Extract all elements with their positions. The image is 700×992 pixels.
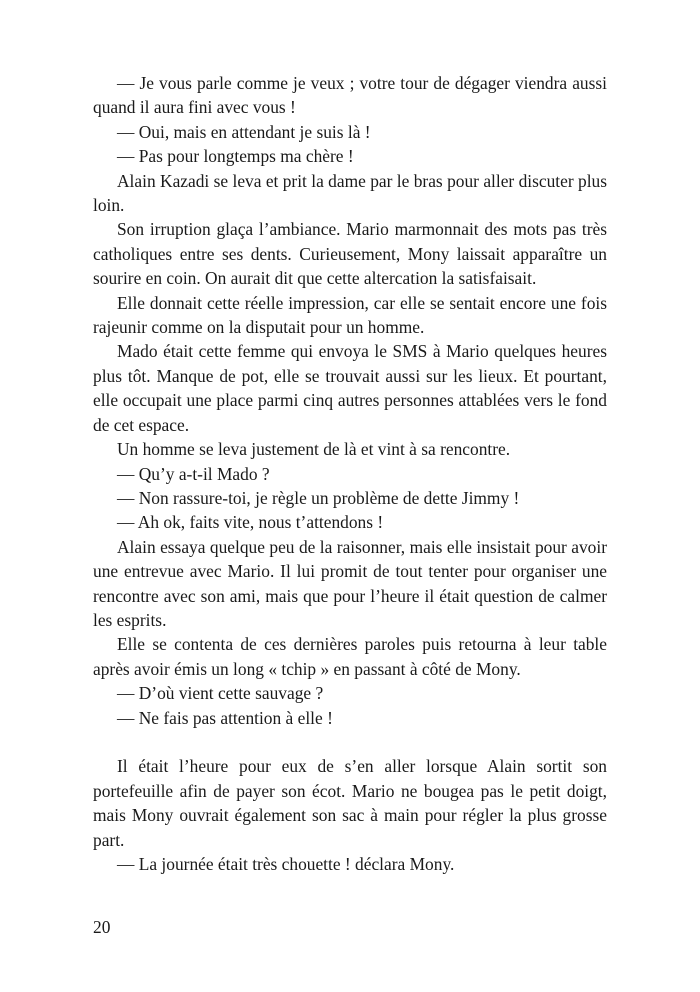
paragraph: — La journée était très chouette ! déclara Mony. (117, 853, 455, 874)
paragraph: — Non rassure-toi, je règle un problème de dette Jimmy ! (117, 487, 520, 508)
paragraph: — Ah ok, faits vite, nous t’attendons ! (117, 512, 384, 533)
paragraph: — Oui, mais en attendant je suis là ! (117, 121, 371, 142)
page-number: 20 (93, 917, 111, 937)
paragraph: — D’où vient cette sauvage ? (117, 683, 324, 704)
paragraph: Alain Kazadi se leva et prit la dame par le bras pour aller discuter plus loin. (93, 170, 607, 216)
body-text (93, 71, 607, 876)
paragraph: — Je vous parle comme je veux ; votre tour de dégager viendra aussi quand il aura fini avec vous ! (93, 73, 607, 118)
paragraph: Elle se contenta de ces dernières paroles puis retourna à leur table après avoir émis un long « tchip » en passant à côté de Mony. (93, 634, 607, 679)
paragraph: Alain essaya quelque peu de la raisonner, mais elle insistait pour avoir une entrevue avec Mario. Il lui promit de tout tenter pour organiser une rencontre avec son ami, mais que pour l’heure il était question de calmer les esprits. (93, 536, 607, 630)
paragraph: Mado était cette femme qui envoya le SMS à Mario quelques heures plus tôt. Manque de pot, elle se trouvait aussi sur les lieux. Et pourtant, elle occupait une place parmi cinq autres personnes attablées vers le fond de cet espace. (93, 341, 607, 435)
paragraph: Son irruption glaça l’ambiance. Mario marmonnait des mots pas très catholiques entre ses dents. Curieusement, Mony laissait apparaître un sourire en coin. On aurait dit que cette altercation la satisfaisait. (93, 219, 607, 289)
paragraph: — Ne fais pas attention à elle ! (117, 707, 333, 728)
paragraph: Un homme se leva justement de là et vint à sa rencontre. (117, 439, 511, 460)
paragraph: — Qu’y a-t-il Mado ? (117, 463, 270, 484)
paragraph: Elle donnait cette réelle impression, car elle se sentait encore une fois rajeunir comme on la disputait pour un homme. (93, 292, 607, 338)
paragraph: Il était l’heure pour eux de s’en aller lorsque Alain sortit son portefeuille afin de payer son écot. Mario ne bougea pas le petit doigt, mais Mony ouvrait également son sac à main pour régler la plus grosse part. (93, 756, 607, 850)
paragraph: — Pas pour longtemps ma chère ! (117, 146, 354, 167)
